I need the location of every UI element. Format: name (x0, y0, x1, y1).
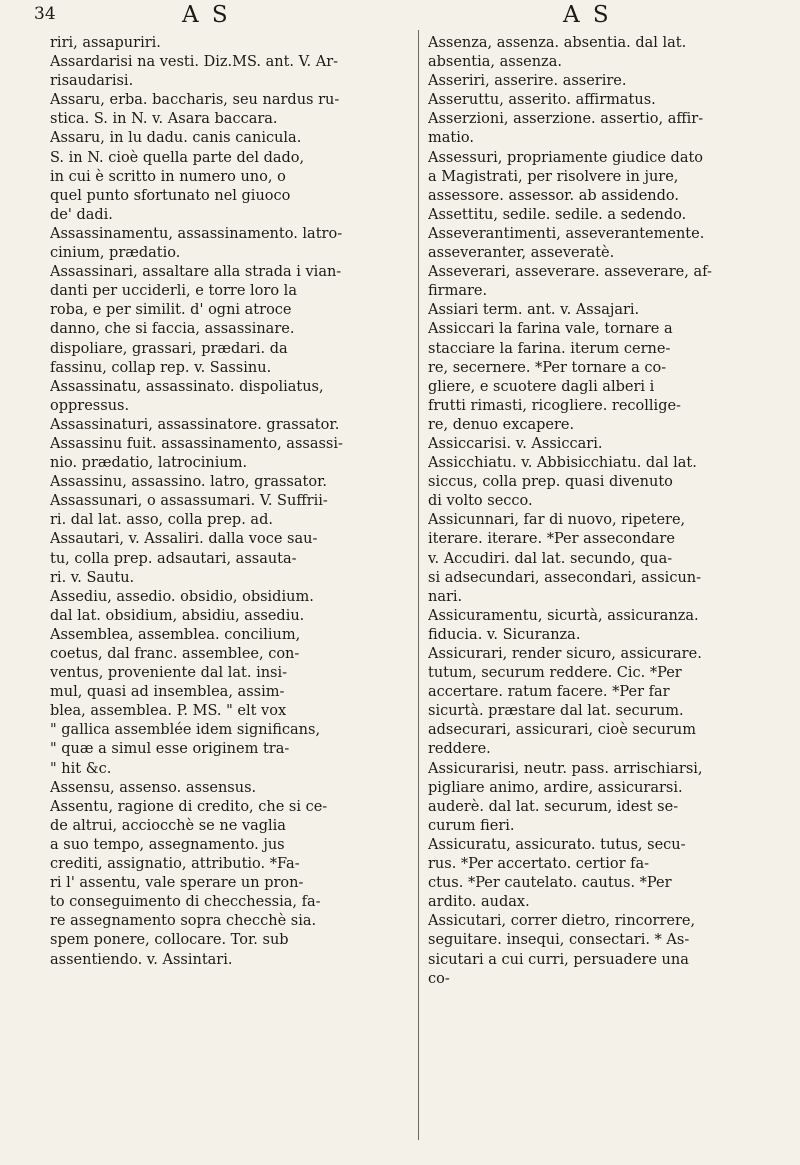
text-line: spem ponere, collocare. Tor. sub (50, 932, 289, 949)
text-line: Assicchiatu. v. Abbisicchiatu. dal lat. (428, 455, 697, 472)
text-line: frutti rimasti, ricogliere. recollige- (428, 397, 681, 414)
text-line: Assautari, v. Assaliri. dalla voce sau- (50, 531, 318, 548)
text-line: Assediu, assedio. obsidio, obsidium. (50, 588, 314, 605)
text-line: Assiccari la farina vale, tornare a (428, 321, 673, 338)
text-line: roba, e per similit. d' ogni atroce (50, 302, 292, 319)
text-line: di volto secco. (428, 493, 533, 510)
text-line: to conseguimento di checchessia, fa- (50, 894, 321, 911)
text-line: Assassinu, assassino. latro, grassator. (50, 474, 328, 491)
text-line: tu, colla prep. adsautari, assauta- (50, 550, 297, 567)
text-line: danti per ucciderli, e torre loro la (50, 283, 297, 300)
text-line: accertare. ratum facere. *Per far (428, 684, 670, 701)
text-line: Asseruttu, asserito. affirmatus. (428, 92, 656, 109)
text-line: v. Accudiri. dal lat. secundo, qua- (428, 550, 673, 567)
text-line: fiducia. v. Sicuranza. (428, 626, 581, 643)
text-line: Assassinu fuit. assassinamento, assassi- (50, 435, 343, 452)
text-line: cinium, prædatio. (50, 245, 181, 262)
text-line: quel punto sfortunato nel giuoco (50, 187, 291, 204)
text-line: ardito. audax. (428, 894, 530, 911)
page-number: 34 (34, 4, 56, 24)
text-line: Assaru, erba. baccharis, seu nardus ru- (50, 92, 340, 109)
right-running-head: A S (563, 2, 612, 28)
text-line: Assassinaturi, assassinatore. grassator. (50, 416, 340, 433)
text-line: coetus, dal franc. assemblee, con- (50, 646, 300, 662)
text-line: ri. dal lat. asso, colla prep. ad. (50, 512, 273, 529)
left-column (50, 34, 412, 970)
text-line: assentiendo. v. Assintari. (50, 951, 233, 968)
text-line: ventus, proveniente dal lat. insi- (50, 665, 288, 682)
text-line: auderè. dal lat. securum, idest se- (428, 798, 679, 815)
text-line: assessore. assessor. ab assidendo. (428, 187, 679, 204)
text-line: Assenza, assenza. absentia. dal lat. (428, 35, 687, 51)
text-line: Assicurarisi, neutr. pass. arrischiarsi, (428, 760, 703, 777)
text-line: Assiari term. ant. v. Assajari. (428, 302, 640, 319)
text-line: reddere. (428, 741, 491, 758)
text-line: Assicuramentu, sicurtà, assicuranza. (428, 607, 699, 624)
text-line: riri, assapuriri. (50, 35, 161, 51)
text-line: " hit &c. (50, 760, 112, 777)
text-line: nari. (428, 588, 463, 605)
text-line: Assensu, assenso. assensus. (50, 779, 257, 796)
left-running-head: A S (182, 2, 231, 28)
text-line: Asseverantimenti, asseverantemente. (428, 225, 705, 242)
text-line: firmare. (428, 283, 488, 300)
text-line: Assicunnari, far di nuovo, ripetere, (428, 512, 686, 529)
text-line: curum fieri. (428, 817, 515, 834)
text-line: gliere, e scuotere dagli alberi i (428, 378, 655, 395)
text-line: Assentu, ragione di credito, che si ce- (50, 798, 328, 815)
text-line: Assiccarisi. v. Assiccari. (428, 435, 603, 452)
text-line: Assardarisi na vesti. Diz.MS. ant. V. Ar- (50, 54, 339, 71)
text-line: iterare. iterare. *Per assecondare (428, 531, 675, 548)
text-line: stica. S. in N. v. Asara baccara. (50, 111, 278, 128)
text-line: Assassinari, assaltare alla strada i vian- (50, 264, 342, 281)
text-line: Assettitu, sedile. sedile. a sedendo. (428, 206, 687, 223)
text-line: sicutari a cui curri, persuadere una (428, 951, 689, 968)
text-line: re assegnamento sopra checchè sia. (50, 913, 317, 930)
text-line: Assicuratu, assicurato. tutus, secu- (428, 836, 686, 853)
text-line: asseveranter, asseveratè. (428, 245, 615, 262)
text-line: Asseverari, asseverare. asseverare, af- (428, 264, 712, 281)
column-divider (418, 30, 419, 1140)
text-line: Assaru, in lu dadu. canis canicula. (50, 130, 302, 147)
right-column (428, 34, 786, 989)
text-line: risaudarisi. (50, 73, 134, 90)
text-line: siccus, colla prep. quasi divenuto (428, 474, 673, 491)
text-line: absentia, assenza. (428, 54, 562, 71)
text-line: dal lat. obsidium, absidiu, assediu. (50, 607, 305, 624)
text-line: stacciare la farina. iterum cerne- (428, 340, 671, 357)
text-line: Assemblea, assemblea. concilium, (50, 626, 301, 643)
text-line: blea, assemblea. P. MS. " elt vox (50, 703, 287, 720)
text-line: adsecurari, assicurari, cioè securum (428, 722, 696, 739)
text-line: matio. (428, 130, 474, 147)
text-line: " gallica assemblée idem significans, (50, 722, 321, 739)
text-line: Asseriri, asserire. asserire. (428, 73, 627, 90)
text-line: crediti, assignatio, attributio. *Fa- (50, 856, 300, 873)
text-line: mul, quasi ad insemblea, assim- (50, 684, 285, 701)
text-line: nio. prædatio, latrocinium. (50, 455, 248, 472)
text-line: a suo tempo, assegnamento. jus (50, 836, 285, 853)
text-line: S. in N. cioè quella parte del dado, (50, 149, 305, 166)
text-line: re, secernere. *Per tornare a co- (428, 359, 667, 376)
text-line: rus. *Per accertato. certior fa- (428, 856, 650, 873)
text-line: ri l' assentu, vale sperare un pron- (50, 875, 304, 892)
text-line: Asserzioni, asserzione. assertio, affir- (428, 111, 704, 128)
text-line: re, denuo excapere. (428, 416, 575, 433)
text-line: a Magistrati, per risolvere in jure, (428, 168, 679, 185)
text-line: in cui è scritto in numero uno, o (50, 168, 286, 185)
text-line: de altrui, acciocchè se ne vaglia (50, 817, 286, 834)
text-line: oppressus. (50, 397, 130, 414)
text-line: Assassinatu, assassinato. dispoliatus, (50, 378, 324, 395)
text-line: Assassunari, o assassumari. V. Suffrii- (50, 493, 328, 510)
text-line: danno, che si faccia, assassinare. (50, 321, 295, 338)
text-line: co- (428, 970, 450, 987)
text-line: de' dadi. (50, 206, 113, 223)
text-line: " quæ a simul esse originem tra- (50, 741, 290, 758)
text-line: pigliare animo, ardire, assicurarsi. (428, 779, 683, 796)
text-line: sicurtà. præstare dal lat. securum. (428, 703, 684, 720)
text-line: Assassinamentu, assassinamento. latro- (50, 225, 343, 242)
text-line: Assicutari, correr dietro, rincorrere, (428, 913, 696, 930)
text-line: Assessuri, propriamente giudice dato (428, 149, 704, 166)
text-line: seguitare. insequi, consectari. * As- (428, 932, 690, 949)
text-line: tutum, securum reddere. Cic. *Per (428, 665, 682, 682)
text-line: Assicurari, render sicuro, assicurare. (428, 646, 702, 662)
text-line: dispoliare, grassari, prædari. da (50, 340, 288, 357)
text-line: si adsecundari, assecondari, assicun- (428, 569, 702, 586)
text-line: fassinu, collap rep. v. Sassinu. (50, 359, 272, 376)
text-line: ri. v. Sautu. (50, 569, 135, 586)
text-line: ctus. *Per cautelato. cautus. *Per (428, 875, 672, 892)
